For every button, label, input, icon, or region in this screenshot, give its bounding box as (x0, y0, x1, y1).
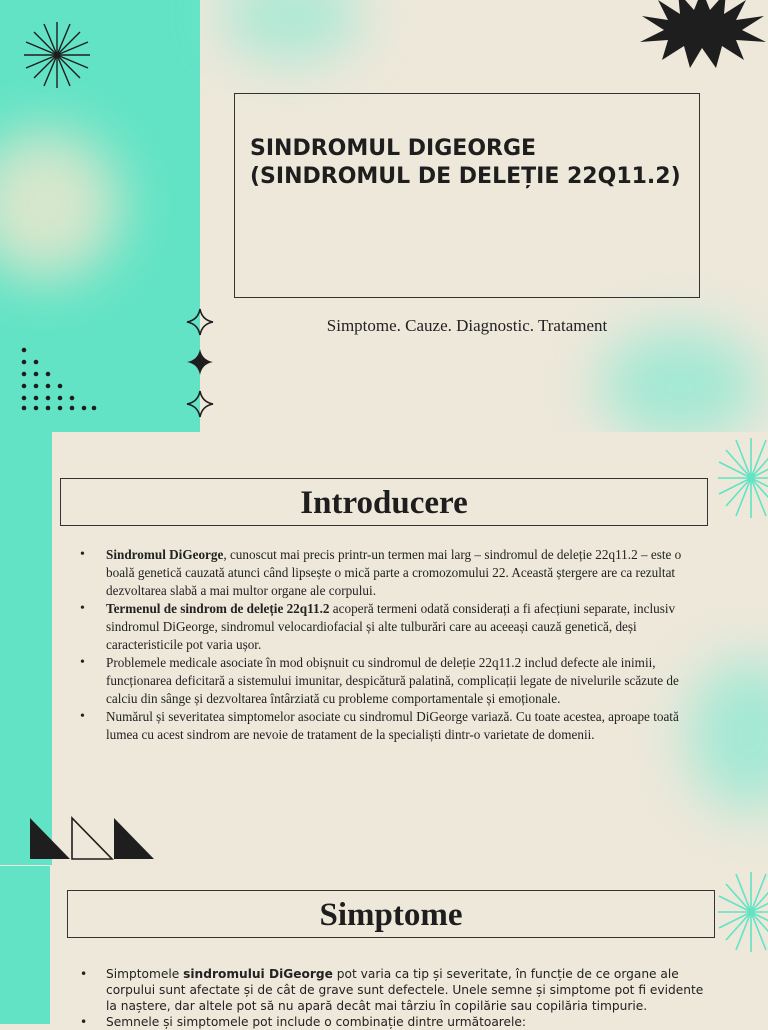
starburst-icon (22, 20, 92, 90)
dots-pattern-icon (20, 346, 100, 414)
bold-term: sindromului DiGeorge (183, 967, 333, 981)
symptoms-bullet-list (78, 966, 706, 1030)
sparkle-filled-icon (186, 348, 214, 376)
list-item: • Semnele și simptomele pot include o combinație dintre următoarele: (78, 1014, 706, 1030)
sparkle-outline-icon (186, 390, 214, 418)
heading-text: Simptome (319, 897, 463, 933)
list-item: • Termenul de sindrom de deleție 22q11.2 acoperă termeni odată considerați a fi afecțiuni separate, inclusiv sindromul DiGeorge, sindromul velocardiofacial și alte tulburări care au aceeași cauză genetică, deși caracteristicile pot varia ușor. (78, 600, 698, 654)
teal-strip-left (0, 866, 50, 1024)
teal-strip-left (0, 432, 52, 865)
list-item: • Simptomele sindromului DiGeorge pot varia ca tip și severitate, în funcție de ce organe ale corpului sunt afectate și de cât de grave sunt defectele. Unele semne și simptome pot fi evidente la naștere, dar altele pot să nu apară decât mai târziu în copilărie sau copilăria timpurie. (78, 966, 706, 1014)
intro-bullet-list (78, 546, 698, 744)
subtitle: Simptome. Cauze. Diagnostic. Tratament (326, 316, 608, 335)
list-item: • Numărul și severitatea simptomelor asociate cu sindromul DiGeorge variază. Cu toate acestea, aproape toată lumea cu acest sindrom are nevoie de tratament de la specialiști dintr-o varietate de domenii. (78, 708, 698, 744)
glow-decoration (600, 330, 760, 440)
list-item: • Problemele medicale asociate în mod obișnuit cu sindromul de deleție 22q11.2 includ defecte ale inimii, funcționarea deficitară a sistemului imunitar, despicătură palatină, complicații legate de nivelurile scăzute de calciu din sânge și dezvoltarea întârziată cu probleme comportamentale și emoționale. (78, 654, 698, 708)
section-heading-simptome (67, 890, 715, 938)
glow-decoration (220, 0, 360, 60)
title-line-2: (SINDROMUL DE DELEȚIE 22Q11.2) (250, 164, 681, 189)
black-star-icon (636, 0, 768, 68)
heading-text: Introducere (300, 485, 468, 521)
bold-term: Sindromul DiGeorge (106, 547, 224, 562)
page-title (250, 135, 690, 191)
starburst-teal-icon (716, 870, 768, 954)
bold-term: Termenul de sindrom de deleție 22q11.2 (106, 601, 330, 616)
title-line-1: SINDROMUL DIGEORGE (250, 136, 537, 161)
triangles-decoration-icon (30, 816, 158, 860)
list-item: • Sindromul DiGeorge, cunoscut mai precis printr-un termen mai larg – sindromul de deleție 22q11.2 – este o boală genetică cauzată atunci când lipsește o mică parte a cromozomului 22. Această ștergere are ca rezultat dezvoltarea slabă a mai multor organe ale corpului. (78, 546, 698, 600)
title-frame (234, 93, 700, 298)
starburst-teal-icon (716, 436, 768, 520)
section-heading-introducere (60, 478, 708, 526)
sparkle-outline-icon (186, 308, 214, 336)
